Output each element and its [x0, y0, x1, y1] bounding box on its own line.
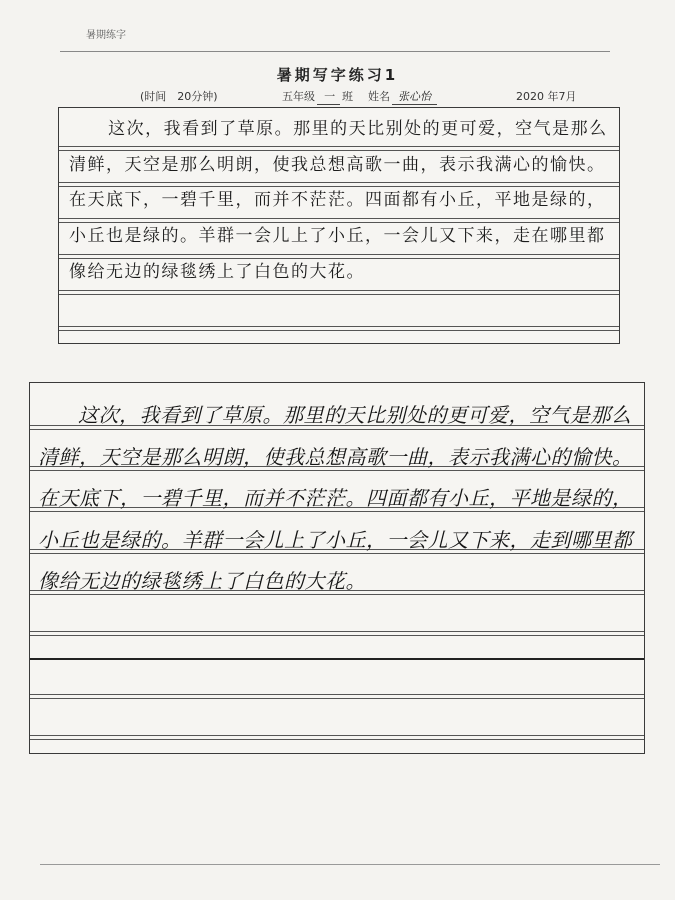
- worksheet-title: 暑期写字练习1: [276, 66, 399, 84]
- printed-passage-box: [58, 107, 620, 344]
- grade-label: 五年级: [282, 90, 315, 103]
- name-info: [368, 88, 439, 105]
- handwriting-box: [29, 382, 645, 754]
- name-field: 张心怡: [392, 88, 437, 105]
- header-rule: [60, 51, 610, 52]
- date-label: 2020 年7月: [516, 90, 577, 103]
- header-label: 暑期练字: [86, 30, 126, 41]
- class-suffix: 班: [342, 90, 353, 103]
- class-info: [282, 88, 353, 105]
- time-limit: (时间 20分钟): [140, 90, 218, 103]
- footer-rule: [40, 864, 660, 865]
- name-label: 姓名: [368, 90, 390, 103]
- class-number-field: 一: [317, 88, 340, 105]
- printed-passage: 这次，我看到了草原。那里的天比别处的更可爱，空气是那么清鲜，天空是那么明朗，使我总想高歌一曲，表示我满心的愉快。在天底下，一碧千里，而并不茫茫。四面都有小丘，平地是绿的，小丘也是绿的。羊群一会儿上了小丘，一会儿又下来，走在哪里都像给无边的绿毯绣上了白色的大花。: [69, 119, 608, 282]
- handwritten-passage: 这次，我看到了草原。那里的天比别处的更可爱，空气是那么清鲜，天空是那么明朗，使我总想高歌一曲，表示我满心的愉快。在天底下，一碧千里，而并不茫茫。四面都有小丘，平地是绿的，小丘也是绿的。羊群一会儿上了小丘，一会儿又下来，走到哪里都像给无边的绿毯绣上了白色的大花。: [38, 403, 633, 593]
